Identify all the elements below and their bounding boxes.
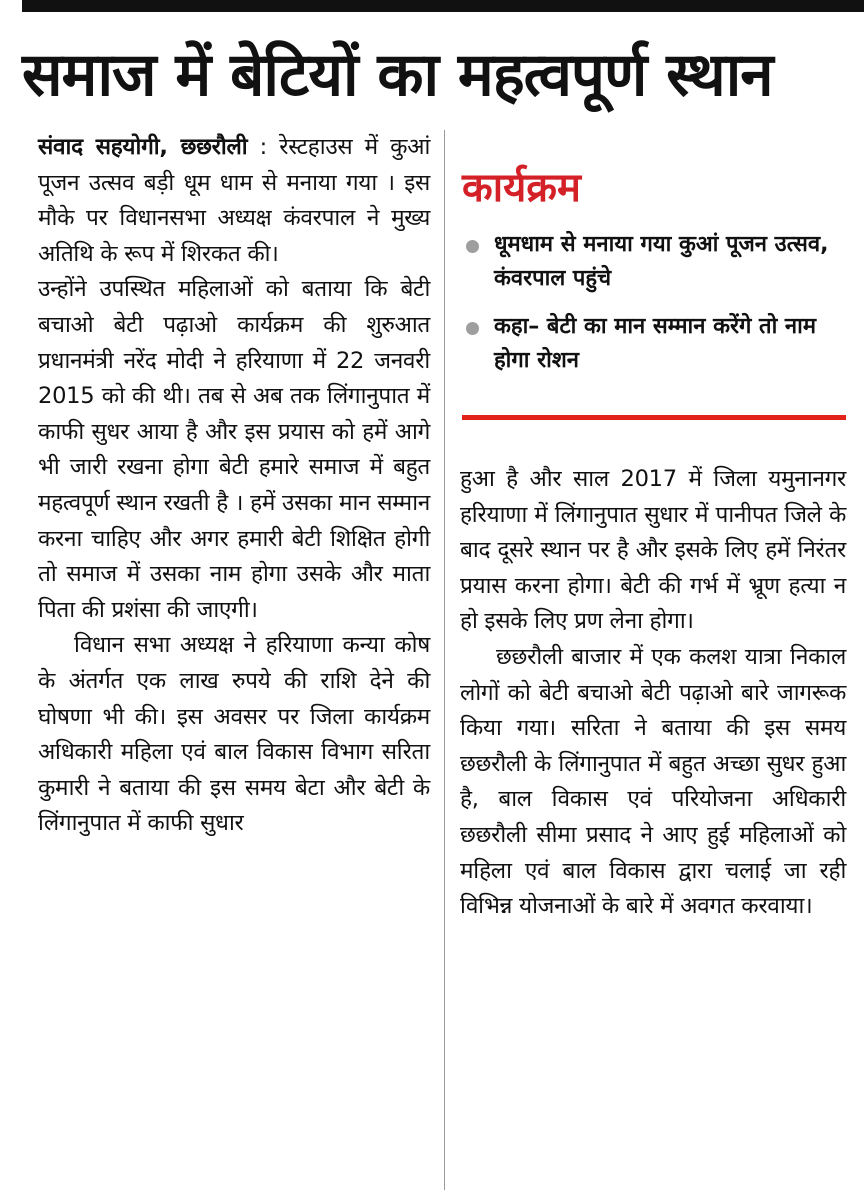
paragraph-3-continued: हुआ है और साल 2017 में जिला यमुनानगर हरियाणा में लिंगानुपात सुधार में पानीपत जिले के बाद दूसरे स्थान पर है और इसके लिए हमें निरंतर प्रयास करना होगा। बेटी की गर्भ में भ्रूण हत्या न हो इसके लिए प्रण लेना होगा।: [460, 466, 846, 635]
highlight-item: [464, 228, 854, 296]
paragraph-2: उन्होंने उपस्थित महिलाओं को बताया कि बेटी बचाओ बेटी पढ़ाओ कार्यक्रम की शुरुआत प्रधानमंत्री नरेंद मोदी ने हरियाणा में 22 जनवरी 2015 को की थी। तब से अब तक लिंगानुपात में काफी सुधर आया है और इस प्रयास को हमें आगे भी जारी रखना होगा बेटी हमारे समाज में बहुत महत्वपूर्ण स्थान रखती है । हमें उसका मान सम्मान करना चाहिए और अगर हमारी बेटी शिक्षित होगी तो समाज में उसका नाम होगा उसके और माता पिता की प्रशंसा की जाएगी।: [38, 276, 430, 623]
sidebar-red-rule: [462, 415, 846, 420]
highlight-text: कहा– बेटी का मान सम्मान करेंगे तो नाम होगा रोशन: [494, 314, 816, 373]
byline: संवाद सहयोगी, छछरौली: [38, 134, 248, 160]
paragraph-3: विधान सभा अध्यक्ष ने हरियाणा कन्या कोष के अंतर्गत एक लाख रुपये की राशि देने की घोषणा भी की। इस अवसर पर जिला कार्यक्रम अधिकारी महिला एवं बाल विकास विभाग सरिता कुमारी ने बताया की इस समय बेटा और बेटी के लिंगानुपात में काफी सुधार: [38, 632, 430, 837]
sidebar-highlights: [464, 228, 854, 392]
bullet-icon: [466, 240, 479, 253]
lead-paragraph: [38, 130, 430, 272]
lead-text: रेस्टहाउस में कुआं पूजन उत्सव बड़ी धूम धाम से मनाया गया । इस मौके पर विधानसभा अध्यक्ष कंवरपाल ने मुख्य अतिथि के रूप में शिरकत की।: [38, 134, 430, 267]
paragraph-4: छछरौली बाजार में एक कलश यात्रा निकाल लोगों को बेटी बचाओ बेटी पढ़ाओ बारे जागरूक किया गया। सरिता ने बताया की इस समय छछरौली के लिंगानुपात में बहुत अच्छा सुधर हुआ है, बाल विकास एवं परियोजना अधिकारी छछरौली सीमा प्रसाद ने आए हुई महिलाओं को महिला एवं बाल विकास द्वारा चलाई जा रही विभिन्न योजनाओं के बारे में अवगत करवाया।: [460, 643, 846, 920]
top-rule: [22, 0, 864, 12]
bullet-icon: [466, 322, 479, 335]
headline: समाज में बेटियों का महत्वपूर्ण स्थान: [22, 40, 773, 110]
byline-separator: :: [247, 134, 280, 160]
article-left-column: [38, 130, 430, 842]
sidebar-kicker: कार्यक्रम: [462, 165, 581, 211]
highlight-text: धूमधाम से मनाया गया कुआं पूजन उत्सव, कंवरपाल पहुंचे: [494, 232, 829, 291]
column-divider: [444, 130, 445, 1190]
highlight-item: [464, 310, 854, 378]
article-right-column: [460, 462, 846, 925]
